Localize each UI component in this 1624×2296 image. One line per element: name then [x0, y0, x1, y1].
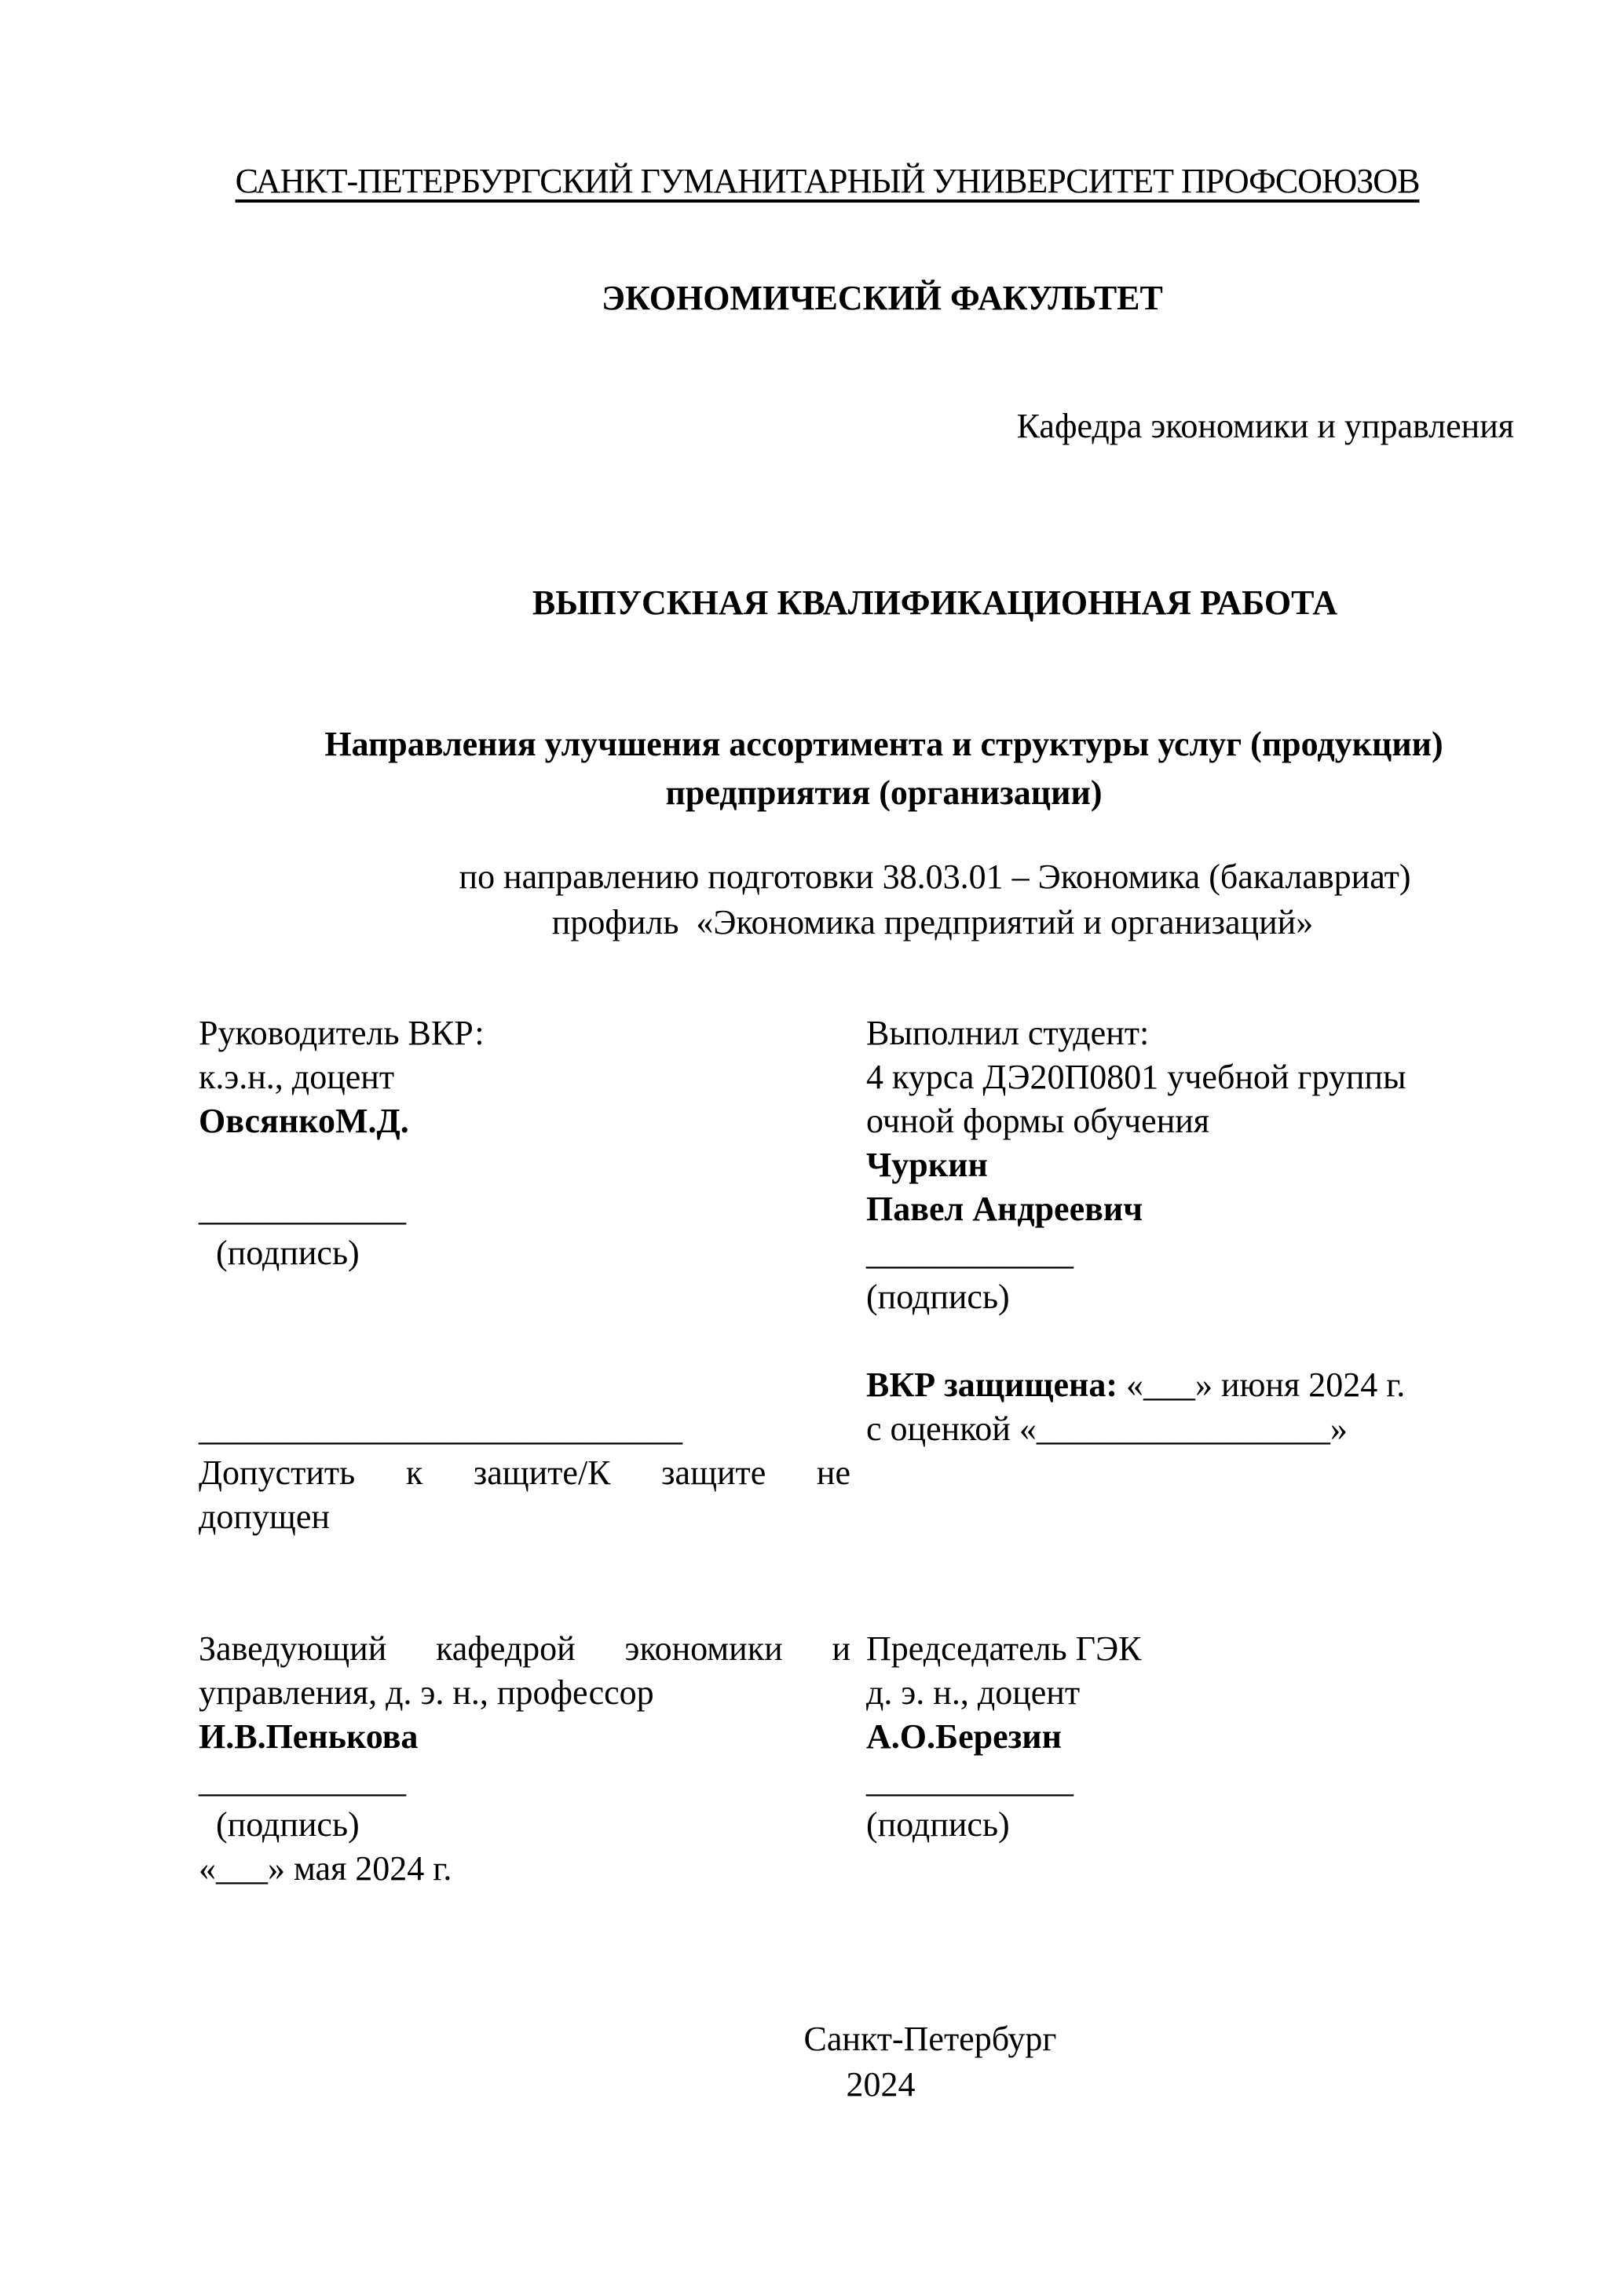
spacer — [199, 1583, 850, 1627]
student-signature-blank: ____________ — [866, 1234, 1074, 1272]
work-type-heading: ВЫПУСКНАЯ КВАЛИФИКАЦИОННАЯ РАБОТА — [532, 583, 1338, 622]
supervisor-signature-blank: ____________ — [199, 1190, 406, 1228]
department-head-signature-caption: (подпись) — [199, 1805, 360, 1844]
department-head-title-line-1: Заведующий кафедрой экономики и — [199, 1629, 850, 1668]
footer — [199, 2016, 1514, 2108]
supervisor-role: Руководитель ВКР: — [199, 1014, 485, 1052]
supervisor-degree: к.э.н., доцент — [199, 1058, 395, 1096]
student-group: 4 курса ДЭ20П0801 учебной группы — [866, 1058, 1406, 1096]
spacer — [866, 1539, 1514, 1583]
student-study-form: очной формы обучения — [866, 1102, 1210, 1140]
admission-text-line-2: допущен — [199, 1497, 330, 1536]
thesis-title-line-2: предприятия (организации) — [665, 773, 1103, 812]
profile-line: профиль «Экономика предприятий и организаций» — [551, 903, 1314, 941]
signature-columns — [199, 1011, 1514, 1891]
spacer — [866, 1319, 1514, 1363]
spacer — [199, 1319, 850, 1363]
supervisor-signature-caption: (подпись) — [199, 1234, 360, 1272]
right-column — [866, 1011, 1514, 1891]
program-line: по направлению подготовки 38.03.01 – Экономика (бакалавриат) — [459, 857, 1411, 896]
supervisor-name: ОвсянкоМ.Д. — [199, 1102, 409, 1140]
faculty-name: ЭКОНОМИЧЕСКИЙ ФАКУЛЬТЕТ — [602, 279, 1163, 317]
defense-date-rest: «___» июня 2024 г. — [1117, 1366, 1406, 1404]
department-head-date: «___» мая 2024 г. — [199, 1849, 452, 1888]
department-head-name: И.В.Пенькова — [199, 1717, 419, 1756]
left-column — [199, 1011, 850, 1891]
department-head-title-line-2: управления, д. э. н., профессор — [199, 1673, 654, 1712]
spacer — [866, 1847, 1514, 1891]
student-name-patronymic: Павел Андреевич — [866, 1190, 1143, 1228]
program-block — [199, 854, 1514, 945]
admission-text-line-1: Допустить к защите/К защите не — [199, 1453, 850, 1492]
department-name: Кафедра экономики и управления — [1016, 407, 1514, 445]
defense-grade-line: с оценкой «_________________» — [866, 1409, 1348, 1448]
spacer — [199, 1539, 850, 1583]
footer-city: Санкт-Петербург — [803, 2020, 1057, 2058]
gec-chairman-title-line-1: Председатель ГЭК — [866, 1629, 1142, 1668]
gec-chairman-title-line-2: д. э. н., доцент — [866, 1673, 1081, 1712]
footer-year: 2024 — [846, 2065, 916, 2104]
student-surname: Чуркин — [866, 1146, 988, 1184]
spacer — [199, 1363, 850, 1407]
student-signature-caption: (подпись) — [866, 1278, 1010, 1316]
spacer — [866, 1495, 1514, 1539]
student-role: Выполнил студент: — [866, 1014, 1150, 1052]
spacer — [199, 1275, 850, 1319]
university-name: САНКТ-ПЕТЕРБУРГСКИЙ ГУМАНИТАРНЫЙ УНИВЕРСИТЕТ ПРОФСОЮЗОВ — [235, 162, 1420, 200]
gec-chairman-signature-blank: ____________ — [866, 1761, 1074, 1800]
thesis-title — [199, 720, 1514, 817]
spacer — [866, 1583, 1514, 1627]
spacer — [199, 1143, 850, 1187]
department-head-signature-blank: ____________ — [199, 1761, 406, 1800]
defense-label: ВКР защищена: — [866, 1366, 1117, 1404]
spacer — [866, 1451, 1514, 1495]
gec-chairman-name: А.О.Березин — [866, 1717, 1063, 1756]
admission-separator-line: ____________________________ — [199, 1409, 682, 1448]
defense-date-line — [866, 1363, 1514, 1407]
thesis-title-line-1: Направления улучшения ассортимента и структуры услуг (продукции) — [324, 725, 1443, 763]
gec-chairman-signature-caption: (подпись) — [866, 1805, 1010, 1844]
